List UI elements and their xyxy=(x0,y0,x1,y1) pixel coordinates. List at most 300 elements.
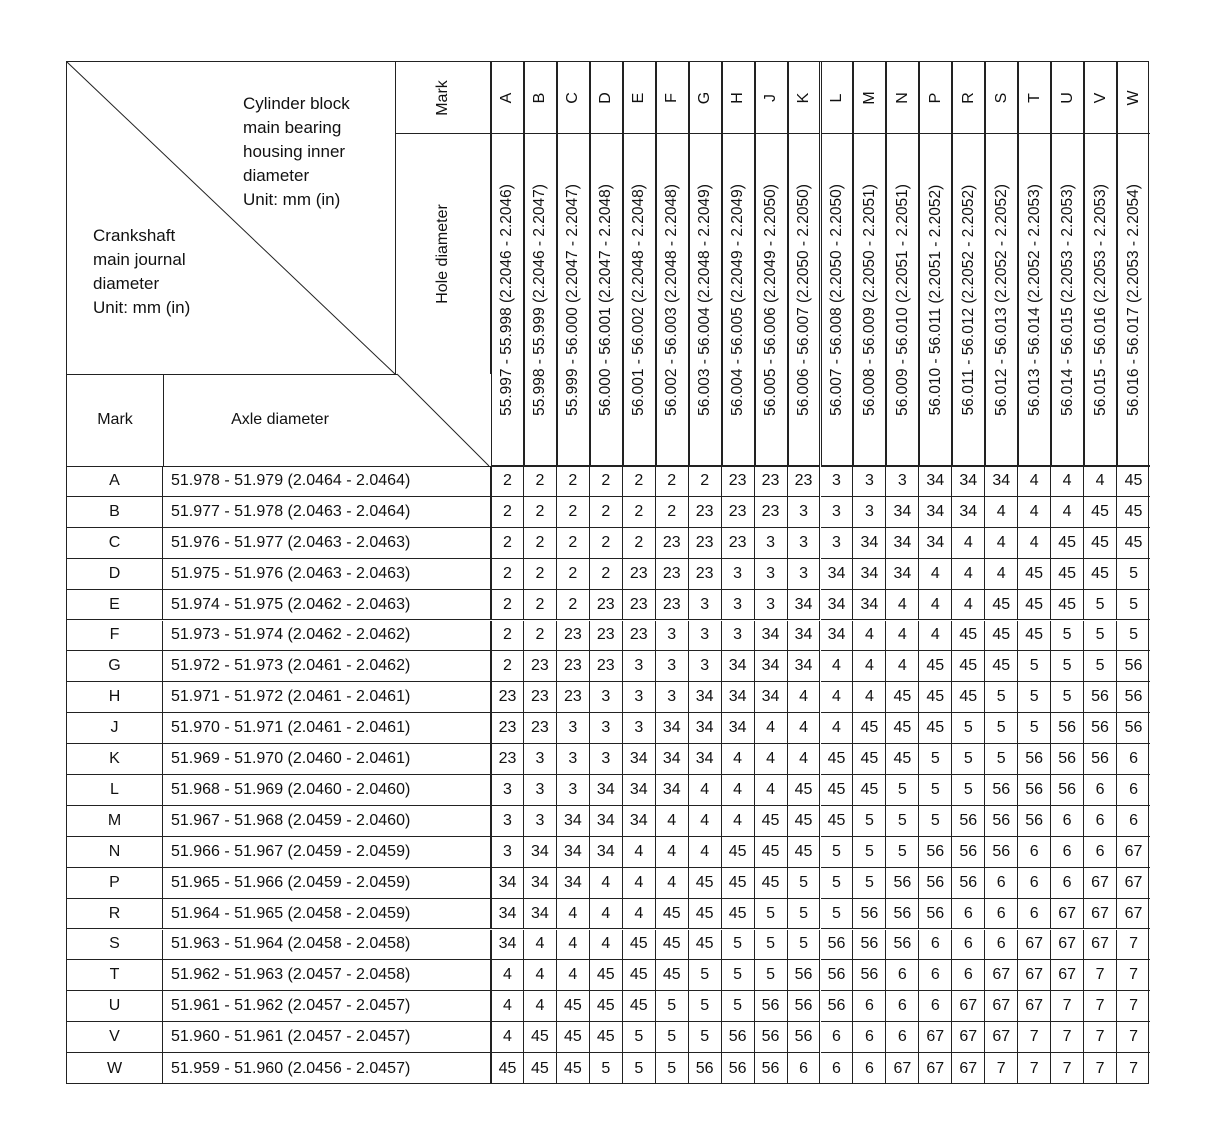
value-cell xyxy=(821,466,854,497)
column-mark-text: G xyxy=(696,91,714,104)
value-cell xyxy=(722,899,755,930)
value-cell-text: 23 xyxy=(662,533,681,551)
value-cell xyxy=(623,899,656,930)
value-cell xyxy=(557,497,590,528)
value-cell xyxy=(1051,775,1084,806)
row-axle-H xyxy=(163,682,491,713)
value-cell xyxy=(590,1053,623,1084)
column-hole-W xyxy=(1117,134,1150,466)
value-cell-text: 6 xyxy=(897,997,907,1015)
value-cell-text: 23 xyxy=(761,472,780,490)
value-cell-text: 45 xyxy=(959,657,978,675)
value-cell-text: 4 xyxy=(568,904,578,922)
value-cell xyxy=(886,775,919,806)
value-cell-text: 7 xyxy=(1062,1028,1072,1046)
value-cell-text: 56 xyxy=(1025,750,1044,768)
value-cell xyxy=(1018,930,1051,961)
value-cell xyxy=(788,868,821,899)
value-cell xyxy=(886,868,919,899)
value-cell xyxy=(656,899,689,930)
value-cell xyxy=(853,559,886,590)
value-cell xyxy=(1051,1053,1084,1084)
value-cell xyxy=(656,559,689,590)
value-cell-text: 45 xyxy=(629,997,648,1015)
value-cell xyxy=(985,1053,1018,1084)
value-cell-text: 34 xyxy=(827,626,846,644)
value-cell-text: 4 xyxy=(1029,502,1039,520)
value-cell-text: 2 xyxy=(634,472,644,490)
value-cell-text: 4 xyxy=(1095,472,1105,490)
value-cell xyxy=(1051,713,1084,744)
value-cell-text: 4 xyxy=(897,595,907,613)
value-cell-text: 23 xyxy=(596,626,615,644)
value-cell xyxy=(623,651,656,682)
value-cell xyxy=(656,744,689,775)
value-cell-text: 5 xyxy=(667,1059,677,1077)
value-cell xyxy=(557,837,590,868)
value-cell-text: 45 xyxy=(761,873,780,891)
value-cell xyxy=(985,806,1018,837)
value-cell-text: 45 xyxy=(1091,502,1109,520)
value-cell xyxy=(623,466,656,497)
value-cell-text: 67 xyxy=(959,1059,978,1077)
value-cell xyxy=(656,682,689,713)
value-cell xyxy=(919,775,952,806)
value-cell-text: 5 xyxy=(897,780,907,798)
value-cell-text: 5 xyxy=(1095,626,1105,644)
value-cell xyxy=(590,806,623,837)
value-cell-text: 45 xyxy=(728,842,747,860)
axle-diameter-header-text: Axle diameter xyxy=(231,411,329,428)
value-cell-text: 5 xyxy=(832,842,841,860)
value-cell-text: 56 xyxy=(893,904,912,922)
value-cell xyxy=(623,744,656,775)
value-cell-text: 45 xyxy=(926,719,945,737)
value-cell xyxy=(985,466,1018,497)
value-cell xyxy=(985,559,1018,590)
value-cell-text: 5 xyxy=(832,873,841,891)
value-cell-text: 6 xyxy=(1129,811,1138,829)
value-cell xyxy=(656,651,689,682)
column-mark-text: U xyxy=(1058,91,1076,104)
value-cell-text: 23 xyxy=(728,472,747,490)
value-cell-text: 23 xyxy=(629,595,648,613)
value-cell xyxy=(788,1022,821,1053)
value-cell-text: 23 xyxy=(728,502,747,520)
column-hole-text: 56.015 - 56.016 (2.2053 - 2.2053) xyxy=(1091,183,1109,416)
value-cell xyxy=(1117,960,1150,991)
value-cell-text: 5 xyxy=(733,966,743,984)
value-cell xyxy=(1084,1022,1117,1053)
value-cell-text: 6 xyxy=(897,1028,907,1046)
value-cell xyxy=(1018,899,1051,930)
value-cell xyxy=(656,590,689,621)
value-cell-text: 67 xyxy=(1058,935,1076,953)
value-cell-text: 34 xyxy=(860,564,879,582)
value-cell xyxy=(590,713,623,744)
value-cell-text: 5 xyxy=(1029,657,1039,675)
column-mark-V xyxy=(1084,62,1117,134)
value-cell xyxy=(689,651,722,682)
value-cell xyxy=(853,528,886,559)
value-cell-text: 34 xyxy=(596,780,615,798)
value-cell xyxy=(557,590,590,621)
value-cell xyxy=(788,960,821,991)
value-cell-text: 2 xyxy=(601,472,611,490)
value-cell-text: 4 xyxy=(568,966,578,984)
value-cell xyxy=(623,682,656,713)
column-hole-C xyxy=(557,134,590,466)
value-cell xyxy=(755,775,788,806)
value-cell xyxy=(524,651,557,682)
value-cell-text: 45 xyxy=(992,626,1011,644)
value-cell-text: 5 xyxy=(930,750,940,768)
value-cell-text: 4 xyxy=(963,533,973,551)
value-cell xyxy=(1051,651,1084,682)
column-mark-text: J xyxy=(762,93,780,102)
value-cell-text: 6 xyxy=(864,1059,874,1077)
value-cell-text: 6 xyxy=(1029,904,1039,922)
column-mark-text: B xyxy=(531,92,549,103)
value-cell-text: 5 xyxy=(634,1059,644,1077)
value-cell xyxy=(821,744,854,775)
value-cell xyxy=(821,960,854,991)
row-mark-H-text: H xyxy=(108,688,121,706)
value-cell-text: 3 xyxy=(634,719,644,737)
value-cell-text: 56 xyxy=(1025,811,1044,829)
value-cell-text: 4 xyxy=(963,595,973,613)
column-hole-text: 56.008 - 56.009 (2.2050 - 2.2051) xyxy=(860,183,878,416)
column-mark-W xyxy=(1117,62,1150,134)
value-cell xyxy=(557,621,590,652)
value-cell-text: 3 xyxy=(832,533,841,551)
value-cell-text: 34 xyxy=(926,502,945,520)
column-hole-text: 55.997 - 55.998 (2.2046 - 2.2046) xyxy=(498,183,516,416)
value-cell-text: 5 xyxy=(667,1028,677,1046)
row-mark-A-text: A xyxy=(109,472,120,490)
row-mark-S xyxy=(67,930,163,961)
value-cell xyxy=(557,1053,590,1084)
column-hole-text: 56.001 - 56.002 (2.2048 - 2.2048) xyxy=(630,183,648,416)
value-cell-text: 34 xyxy=(761,657,780,675)
value-cell xyxy=(491,466,524,497)
value-cell-text: 2 xyxy=(503,564,512,582)
value-cell-text: 2 xyxy=(503,657,512,675)
value-cell-text: 3 xyxy=(864,502,874,520)
row-axle-M-text: 51.967 - 51.968 (2.0459 - 2.0460) xyxy=(171,811,411,829)
value-cell xyxy=(590,466,623,497)
value-cell-text: 56 xyxy=(1124,719,1143,737)
value-cell xyxy=(1084,1053,1117,1084)
value-cell xyxy=(491,930,524,961)
value-cell-text: 5 xyxy=(766,935,776,953)
value-cell xyxy=(1051,930,1084,961)
value-cell-text: 5 xyxy=(864,811,874,829)
value-cell xyxy=(952,713,985,744)
value-cell xyxy=(491,528,524,559)
value-cell-text: 45 xyxy=(827,811,846,829)
value-cell xyxy=(1117,806,1150,837)
value-cell xyxy=(985,960,1018,991)
value-cell xyxy=(656,930,689,961)
axle-diameter-header xyxy=(163,374,397,466)
value-cell xyxy=(821,528,854,559)
value-cell-text: 6 xyxy=(996,873,1006,891)
column-hole-R xyxy=(952,134,985,466)
value-cell xyxy=(623,559,656,590)
value-cell-text: 56 xyxy=(794,966,813,984)
value-cell xyxy=(722,960,755,991)
value-cell-text: 4 xyxy=(667,811,677,829)
value-cell-text: 6 xyxy=(930,966,940,984)
value-cell-text: 45 xyxy=(926,688,945,706)
column-hole-text: 56.005 - 56.006 (2.2049 - 2.2050) xyxy=(762,183,780,416)
value-cell xyxy=(886,497,919,528)
value-cell-text: 67 xyxy=(1124,873,1143,891)
value-cell xyxy=(886,682,919,713)
value-cell xyxy=(952,991,985,1022)
column-mark-text: K xyxy=(795,92,813,103)
column-hole-T xyxy=(1018,134,1051,466)
value-cell xyxy=(952,837,985,868)
value-cell xyxy=(821,1053,854,1084)
value-cell xyxy=(524,1053,557,1084)
value-cell-text: 4 xyxy=(634,904,644,922)
value-cell-text: 34 xyxy=(992,472,1011,490)
column-mark-text: W xyxy=(1125,89,1143,106)
value-cell-text: 5 xyxy=(832,904,841,922)
value-cell-text: 45 xyxy=(662,966,681,984)
value-cell-text: 45 xyxy=(695,873,714,891)
column-mark-K xyxy=(788,62,821,134)
value-cell xyxy=(491,651,524,682)
value-cell xyxy=(853,899,886,930)
value-cell xyxy=(524,868,557,899)
value-cell xyxy=(656,806,689,837)
column-mark-text: M xyxy=(860,90,878,105)
value-cell-text: 4 xyxy=(634,873,644,891)
value-cell xyxy=(788,497,821,528)
value-cell xyxy=(656,991,689,1022)
value-cell-text: 23 xyxy=(629,626,648,644)
column-hole-N xyxy=(886,134,919,466)
value-cell xyxy=(755,590,788,621)
value-cell xyxy=(853,651,886,682)
value-cell-text: 56 xyxy=(1091,750,1109,768)
value-cell xyxy=(557,744,590,775)
value-cell-text: 67 xyxy=(1124,842,1143,860)
row-mark-V xyxy=(67,1022,163,1053)
value-cell xyxy=(1084,899,1117,930)
value-cell xyxy=(919,713,952,744)
value-cell xyxy=(1117,682,1150,713)
value-cell xyxy=(590,1022,623,1053)
value-cell xyxy=(491,960,524,991)
value-cell xyxy=(1018,744,1051,775)
value-cell-text: 34 xyxy=(563,811,582,829)
value-cell-text: 5 xyxy=(1062,626,1072,644)
value-cell-text: 6 xyxy=(832,1028,841,1046)
value-cell xyxy=(1018,682,1051,713)
value-cell xyxy=(1117,713,1150,744)
value-cell-text: 34 xyxy=(926,533,945,551)
row-mark-K-text: K xyxy=(109,750,120,768)
value-cell xyxy=(755,806,788,837)
value-cell-text: 56 xyxy=(1058,719,1076,737)
value-cell-text: 45 xyxy=(1058,564,1076,582)
value-cell xyxy=(821,682,854,713)
value-cell-text: 4 xyxy=(700,842,710,860)
value-cell xyxy=(590,590,623,621)
value-cell xyxy=(1018,713,1051,744)
value-cell-text: 2 xyxy=(503,502,512,520)
value-cell-text: 45 xyxy=(860,719,879,737)
value-cell-text: 6 xyxy=(1062,873,1072,891)
value-cell xyxy=(1084,775,1117,806)
value-cell-text: 56 xyxy=(761,1028,780,1046)
value-cell-text: 2 xyxy=(568,595,578,613)
value-cell-text: 56 xyxy=(1124,688,1143,706)
column-mark-text: P xyxy=(926,92,944,103)
value-cell-text: 3 xyxy=(766,564,776,582)
value-cell-text: 5 xyxy=(963,750,973,768)
value-cell-text: 45 xyxy=(761,811,780,829)
bearing-selection-table xyxy=(66,61,1149,1084)
column-mark-text: L xyxy=(827,93,845,102)
value-cell-text: 34 xyxy=(794,626,813,644)
value-cell xyxy=(853,466,886,497)
value-cell-text: 6 xyxy=(963,966,973,984)
row-mark-B xyxy=(67,497,163,528)
value-cell-text: 5 xyxy=(996,750,1006,768)
value-cell-text: 7 xyxy=(1095,966,1105,984)
value-cell-text: 23 xyxy=(761,502,780,520)
value-cell xyxy=(722,528,755,559)
value-cell xyxy=(1018,651,1051,682)
value-cell-text: 34 xyxy=(596,842,615,860)
row-mark-J xyxy=(67,713,163,744)
value-cell-text: 4 xyxy=(996,564,1006,582)
value-cell xyxy=(1051,960,1084,991)
column-hole-L xyxy=(821,134,854,466)
column-mark-text: C xyxy=(564,91,582,104)
value-cell xyxy=(722,713,755,744)
value-cell-text: 5 xyxy=(1095,595,1105,613)
value-cell-text: 4 xyxy=(535,997,545,1015)
value-cell-text: 56 xyxy=(992,811,1011,829)
value-cell-text: 6 xyxy=(864,997,874,1015)
value-cell-text: 3 xyxy=(568,719,578,737)
value-cell xyxy=(985,682,1018,713)
value-cell xyxy=(722,1022,755,1053)
column-hole-text: 56.003 - 56.004 (2.2048 - 2.2049) xyxy=(696,183,714,416)
value-cell-text: 34 xyxy=(860,595,879,613)
value-cell xyxy=(952,1053,985,1084)
value-cell-text: 34 xyxy=(596,811,615,829)
value-cell-text: 4 xyxy=(601,935,611,953)
mark-header-cell xyxy=(395,62,491,134)
row-axle-U-text: 51.961 - 51.962 (2.0457 - 2.0457) xyxy=(171,997,411,1015)
value-cell-text: 4 xyxy=(897,657,907,675)
column-mark-text: F xyxy=(663,92,681,103)
value-cell-text: 3 xyxy=(733,595,743,613)
value-cell xyxy=(491,775,524,806)
value-cell xyxy=(689,806,722,837)
value-cell xyxy=(722,621,755,652)
value-cell xyxy=(689,930,722,961)
value-cell xyxy=(623,590,656,621)
value-cell-text: 5 xyxy=(996,688,1006,706)
value-cell xyxy=(985,713,1018,744)
value-cell xyxy=(1117,744,1150,775)
value-cell-text: 4 xyxy=(733,811,743,829)
column-hole-P xyxy=(919,134,952,466)
value-cell-text: 2 xyxy=(535,472,545,490)
value-cell-text: 3 xyxy=(634,688,644,706)
value-cell-text: 67 xyxy=(959,1028,978,1046)
value-cell-text: 4 xyxy=(535,935,545,953)
value-cell-text: 4 xyxy=(568,935,578,953)
value-cell-text: 56 xyxy=(860,966,879,984)
value-cell-text: 7 xyxy=(1062,1059,1072,1077)
row-axle-L-text: 51.968 - 51.969 (2.0460 - 2.0460) xyxy=(171,780,411,798)
value-cell xyxy=(788,837,821,868)
column-mark-text: D xyxy=(597,91,615,104)
value-cell xyxy=(590,899,623,930)
value-cell xyxy=(755,1053,788,1084)
value-cell-text: 34 xyxy=(629,780,648,798)
value-cell xyxy=(952,930,985,961)
value-cell xyxy=(1117,651,1150,682)
value-cell xyxy=(1051,466,1084,497)
value-cell xyxy=(557,960,590,991)
row-mark-G-text: G xyxy=(108,657,121,675)
value-cell-text: 67 xyxy=(1091,904,1109,922)
value-cell-text: 3 xyxy=(535,750,545,768)
value-cell xyxy=(952,621,985,652)
row-mark-P xyxy=(67,868,163,899)
value-cell xyxy=(524,930,557,961)
value-cell-text: 67 xyxy=(1025,935,1044,953)
value-cell-text: 3 xyxy=(700,595,710,613)
value-cell-text: 67 xyxy=(1091,873,1109,891)
row-axle-F xyxy=(163,621,491,652)
row-mark-N xyxy=(67,837,163,868)
value-cell-text: 5 xyxy=(864,842,874,860)
value-cell xyxy=(853,497,886,528)
value-cell-text: 4 xyxy=(897,626,907,644)
value-cell-text: 5 xyxy=(996,719,1006,737)
value-cell-text: 45 xyxy=(695,935,714,953)
row-mark-T xyxy=(67,960,163,991)
value-cell-text: 34 xyxy=(563,842,582,860)
value-cell xyxy=(689,1022,722,1053)
value-cell xyxy=(1117,466,1150,497)
value-cell-text: 3 xyxy=(568,780,578,798)
column-mark-D xyxy=(590,62,623,134)
row-mark-header xyxy=(67,374,163,466)
value-cell xyxy=(1051,528,1084,559)
value-cell-text: 6 xyxy=(963,904,973,922)
value-cell-text: 7 xyxy=(1095,1028,1105,1046)
value-cell-text: 23 xyxy=(531,719,549,737)
value-cell-text: 45 xyxy=(531,1028,549,1046)
value-cell xyxy=(919,1053,952,1084)
row-axle-B xyxy=(163,497,491,528)
value-cell xyxy=(919,960,952,991)
value-cell-text: 4 xyxy=(963,564,973,582)
value-cell-text: 5 xyxy=(766,966,776,984)
